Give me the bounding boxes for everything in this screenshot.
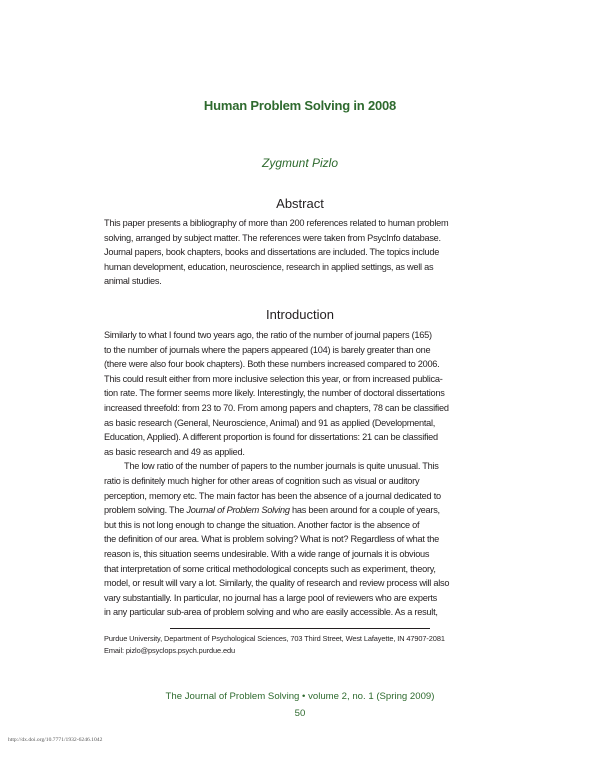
doi-link[interactable]: http://dx.doi.org/10.7771/1932-6246.1042 [8,737,103,743]
page-number: 50 [294,708,306,719]
intro-p2-line: the definition of our area. What is problem solving? What is not? Regardless of what the [104,534,439,545]
abstract-line: solving, arranged by subject matter. The references were taken from PsycInfo database. [104,232,441,243]
intro-p1-line: Similarly to what I found two years ago, the ratio of the number of journal papers (165) [104,330,432,340]
footnote-affiliation: Purdue University, Department of Psychological Sciences, 703 Third Street, West Lafayette, IN 47907-2081 [104,634,445,643]
intro-p1-line: to the number of journals where the papers appeared (104) is barely greater than one [104,344,431,355]
intro-p2-line: ratio is definitely much higher for other areas of cognition such as visual or auditory [104,475,420,486]
intro-p2-text: has been around for a couple of years, [289,505,440,516]
intro-p1-line: as basic research (General, Neuroscience, Animal) and 91 as applied (Developmental, [104,417,436,428]
intro-p2-line: model, or result will vary a lot. Similarly, the quality of research and review process will also [104,578,450,589]
intro-p2-line: perception, memory etc. The main factor has been the absence of a journal dedicated to [104,490,441,501]
introduction-heading: Introduction [266,307,334,322]
footnote-email: Email: pizlo@psyclops.psych.purdue.edu [104,646,236,655]
abstract-line: animal studies. [104,276,162,287]
intro-p1-line: tion rate. The former seems more likely. Interestingly, the number of doctoral dissertations [104,388,445,399]
intro-p1-line: as basic research and 49 as applied. [104,446,245,457]
intro-p1-line: Education, Applied). A different proportion is found for dissertations: 21 can be classified [104,432,438,443]
intro-p1-line: This could result either from more inclusive selection this year, or from increased publica- [104,373,443,384]
intro-p2-line [104,503,498,518]
journal-footer: The Journal of Problem Solving • volume 2, no. 1 (Spring 2009) [165,691,435,702]
abstract-line: Journal papers, book chapters, books and dissertations are included. The topics include [104,247,440,258]
abstract-heading: Abstract [276,196,324,211]
intro-p2-text: problem solving. The [104,505,187,516]
intro-p2-line: vary substantially. In particular, no journal has a large pool of reviewers who are experts [104,592,438,603]
journal-title-italic: Journal of Problem Solving [186,505,290,516]
intro-p2-line: reason is, this situation seems undesirable. With a wide range of journals it is obvious [104,548,430,559]
abstract-line: human development, education, neuroscience, research in applied settings, as well as [104,261,434,272]
intro-p1-line: increased threefold: from 23 to 70. From among papers and chapters, 78 can be classified [104,402,449,413]
author-name: Zygmunt Pizlo [261,156,339,170]
intro-p1-line: (there were also four book chapters). Both these numbers increased compared to 2006. [104,359,440,370]
abstract-line: This paper presents a bibliography of more than 200 references related to human problem [104,218,449,228]
intro-p2-line: that interpretation of some critical methodological concepts such as experiment, theory, [104,563,436,574]
abstract-body [104,216,498,289]
paper-title: Human Problem Solving in 2008 [203,98,397,113]
intro-p2-line: in any particular sub-area of problem solving and who are easily accessible. As a result, [104,607,438,618]
introduction-body [104,328,498,620]
intro-p2-line: but this is not long enough to change the situation. Another factor is the absence of [104,519,420,530]
intro-p2-line: The low ratio of the number of papers to the number journals is quite unusual. This [124,461,439,472]
footnote-divider [170,628,430,629]
footnote [104,633,524,657]
